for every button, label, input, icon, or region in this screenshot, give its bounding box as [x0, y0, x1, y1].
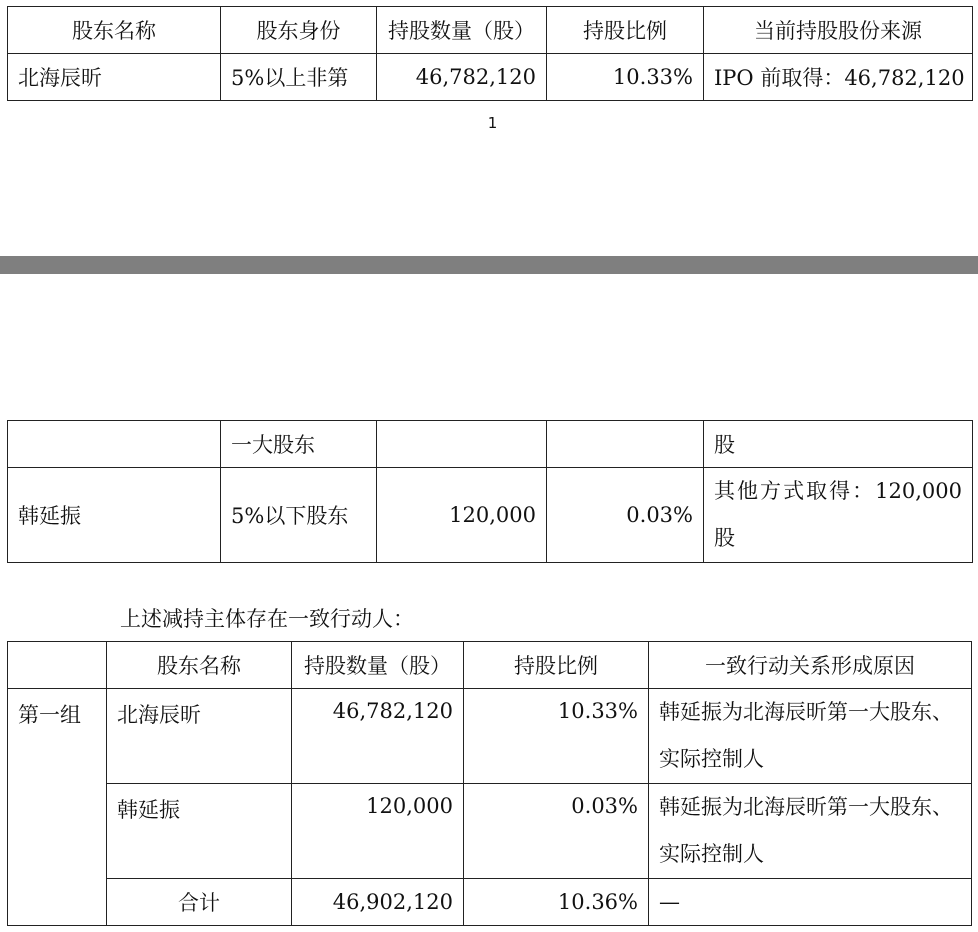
reason-cell: 韩延振为北海辰昕第一大股东、实际控制人 [649, 689, 972, 784]
header-cell: 持股比例 [547, 7, 704, 54]
shareholding-table-page2 [7, 420, 973, 563]
header-cell: 当前持股股份来源 [704, 7, 973, 54]
source-cell: 股 [704, 421, 973, 468]
table-row [8, 468, 973, 563]
table-row [8, 879, 972, 926]
shareholder-name-cell: 北海辰昕 [8, 54, 221, 101]
ratio-cell: 0.03% [464, 784, 649, 879]
ratio-cell: 10.33% [547, 54, 704, 101]
ratio-cell: 10.36% [464, 879, 649, 926]
reason-cell: 韩延振为北海辰昕第一大股东、实际控制人 [649, 784, 972, 879]
page-separator [0, 256, 978, 274]
shareholder-name-cell: 北海辰昕 [107, 689, 292, 784]
shares-cell: 120,000 [377, 468, 547, 563]
shares-cell: 46,782,120 [377, 54, 547, 101]
shares-cell: 120,000 [292, 784, 464, 879]
shareholder-identity-cell: 5%以下股东 [221, 468, 377, 563]
table-row [8, 689, 972, 784]
header-cell: 股东身份 [221, 7, 377, 54]
shareholding-table-page1 [7, 6, 973, 101]
table-header-row [8, 642, 972, 689]
header-cell [8, 642, 107, 689]
header-cell: 一致行动关系形成原因 [649, 642, 972, 689]
table-row [8, 784, 972, 879]
concerted-action-table [7, 641, 972, 926]
header-cell: 持股数量（股） [292, 642, 464, 689]
ratio-cell: 10.33% [464, 689, 649, 784]
shares-cell [377, 421, 547, 468]
header-cell: 持股数量（股） [377, 7, 547, 54]
table-row [8, 421, 973, 468]
page-number: 1 [487, 114, 498, 132]
table-row [8, 54, 973, 101]
table-header-row [8, 7, 973, 54]
shares-cell: 46,782,120 [292, 689, 464, 784]
ratio-cell [547, 421, 704, 468]
ratio-cell: 0.03% [547, 468, 704, 563]
shareholder-identity-cell: 一大股东 [221, 421, 377, 468]
header-cell: 持股比例 [464, 642, 649, 689]
concerted-action-intro: 上述减持主体存在一致行动人： [120, 607, 414, 631]
header-cell: 股东名称 [107, 642, 292, 689]
reason-cell: — [649, 879, 972, 926]
shareholder-identity-cell: 5%以上非第 [221, 54, 377, 101]
source-cell: 其他方式取得：120,000 股 [704, 468, 973, 563]
group-label-cell: 第一组 [8, 689, 107, 926]
shares-cell: 46,902,120 [292, 879, 464, 926]
header-cell: 股东名称 [8, 7, 221, 54]
source-cell: IPO 前取得：46,782,120 [704, 54, 973, 101]
total-label-cell: 合计 [107, 879, 292, 926]
shareholder-name-cell: 韩延振 [107, 784, 292, 879]
shareholder-name-cell [8, 421, 221, 468]
shareholder-name-cell: 韩延振 [8, 468, 221, 563]
